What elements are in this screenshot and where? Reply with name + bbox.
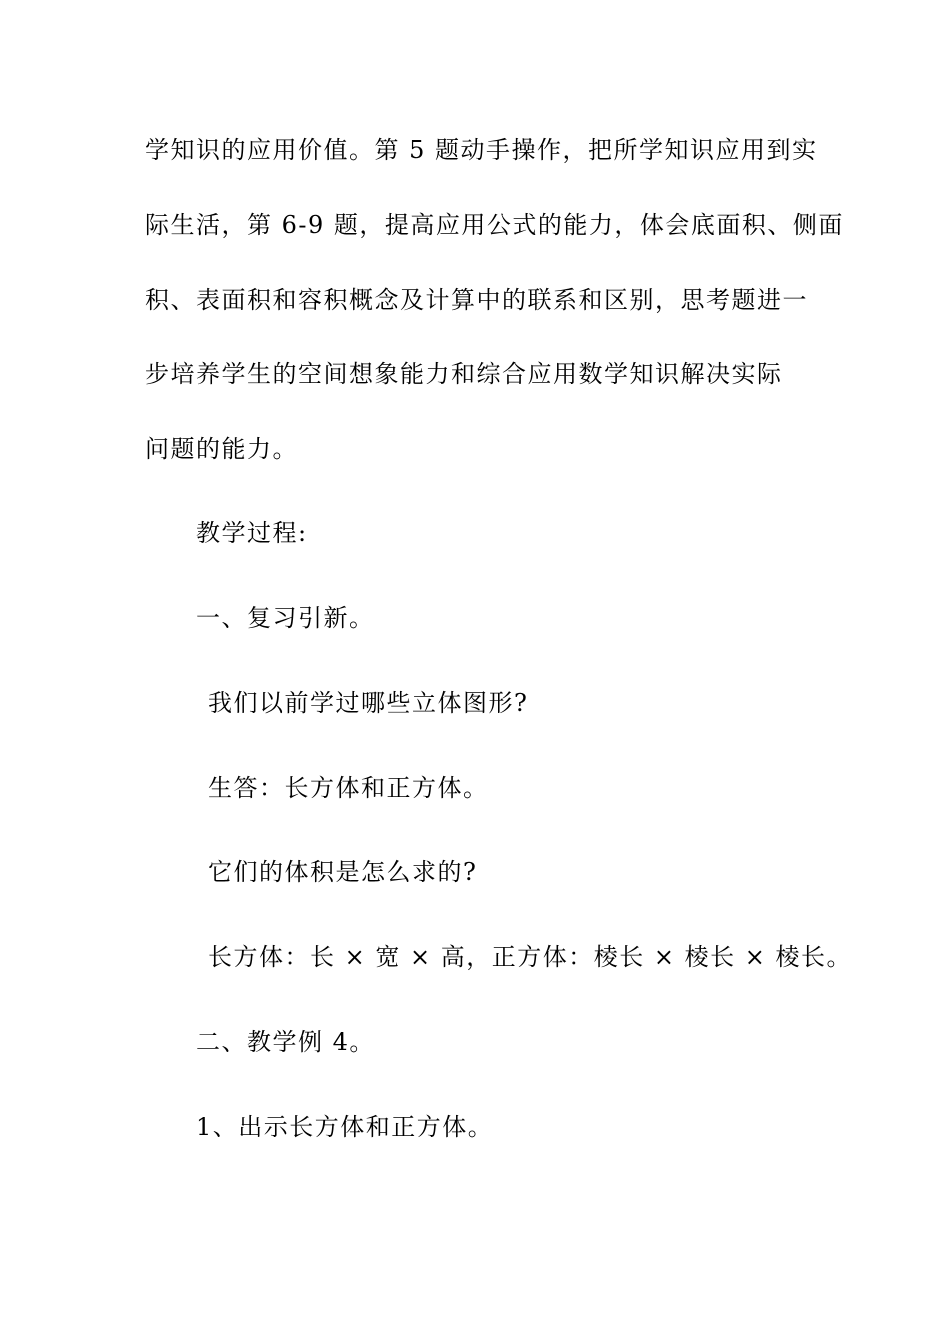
section-1-question-1: 我们以前学过哪些立体图形?	[208, 689, 529, 717]
paragraph-line-5: 问题的能力。	[145, 435, 298, 463]
paragraph-line-2: 际生活，第 6-9 题，提高应用公式的能力，体会底面积、侧面	[145, 211, 844, 239]
section-1-answer-1: 生答：长方体和正方体。	[208, 774, 489, 802]
section-1-title: 一、复习引新。	[196, 604, 375, 632]
paragraph-line-1: 学知识的应用价值。第 5 题动手操作，把所学知识应用到实	[145, 136, 818, 164]
section-2-item-1: 1、出示长方体和正方体。	[196, 1113, 494, 1141]
paragraph-line-4: 步培养学生的空间想象能力和综合应用数学知识解决实际	[145, 360, 783, 388]
section-1-answer-2: 长方体：长 × 宽 × 高，正方体：棱长 × 棱长 × 棱长。	[208, 943, 852, 971]
section-2-title: 二、教学例 4。	[196, 1028, 375, 1056]
paragraph-line-3: 积、表面积和容积概念及计算中的联系和区别，思考题进一	[145, 286, 808, 314]
section-1-question-2: 它们的体积是怎么求的?	[208, 858, 478, 886]
heading-teaching-process: 教学过程:	[196, 519, 308, 547]
